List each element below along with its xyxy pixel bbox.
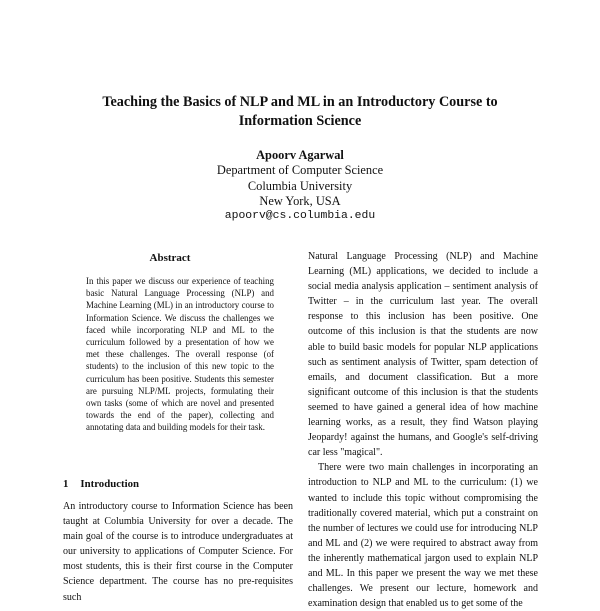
author-block xyxy=(100,148,500,224)
introduction-body: An introductory course to Information Science has been taught at Columbia University for over a decade. The main goal of the course is to introduce undergraduates at our university to applications of Computer Science. For most students, this is their first course in the Computer Science department. The course has no pre-requisites such xyxy=(63,501,293,603)
abstract-body: In this paper we discuss our experience of teaching basic Natural Language Processing (NLP) and Machine Learning (ML) in an introductory course to Information Science. We discuss the challenges we faced while incorporating NLP and ML to the curriculum followed by a presentation of how we met these challenges. The overall response (of students) to the inclusion of this new topic to the curriculum has been positive. Students this semester are pursuing NLP/ML projects, formulating their own tasks (some of which are novel and presented towards the end of the paper), collecting and annotating data and building models for their task. xyxy=(86,276,274,433)
right-column-paragraph-1: Natural Language Processing (NLP) and Machine Learning (ML) applications, we decided to include a social media analysis application – sentiment analysis of Twitter – in the curriculum last year. The overall response to this inclusion has been positive. One outcome of this inclusion is that the students are now able to build basic models for popular NLP applications such as sentiment analysis of Twitter, spam detection of emails, and document classification. But a more significant outcome of this inclusion is that the students seemed to have gained a general idea of how machine learning works, as a result, they find Watson playing Jeopardy! against the humans, and Google's self-driving car less "magical". xyxy=(308,251,538,459)
author-email: apoorv@cs.columbia.edu xyxy=(224,210,376,223)
right-column-paragraph-2: There were two main challenges in incorporating an introduction to NLP and ML to the curriculum: (1) we wanted to include this topic without compromising the traditionally covered material, which put a constraint on the number of lectures we could use for introducing NLP and ML and (2) we were required to abstract away from the inherently mathematical jargon used to explain NLP and ML. In this paper we present the way we met these challenges. We present our lecture, homework and examination design that enabled us to get some of the xyxy=(308,462,538,610)
paper-title xyxy=(60,93,540,131)
abstract-heading: Abstract xyxy=(149,252,191,264)
paper-title-line-1: Teaching the Basics of NLP and ML in an Introductory Course to xyxy=(102,94,498,110)
author-department: Department of Computer Science xyxy=(216,163,384,178)
section-heading-introduction xyxy=(63,478,293,490)
paper-title-line-2: Information Science xyxy=(238,113,362,129)
author-name: Apoorv Agarwal xyxy=(256,148,344,162)
author-location: New York, USA xyxy=(259,193,341,208)
section-title: Introduction xyxy=(80,478,140,490)
section-number: 1 xyxy=(63,478,69,490)
right-column xyxy=(308,249,538,611)
author-university: Columbia University xyxy=(247,178,353,193)
